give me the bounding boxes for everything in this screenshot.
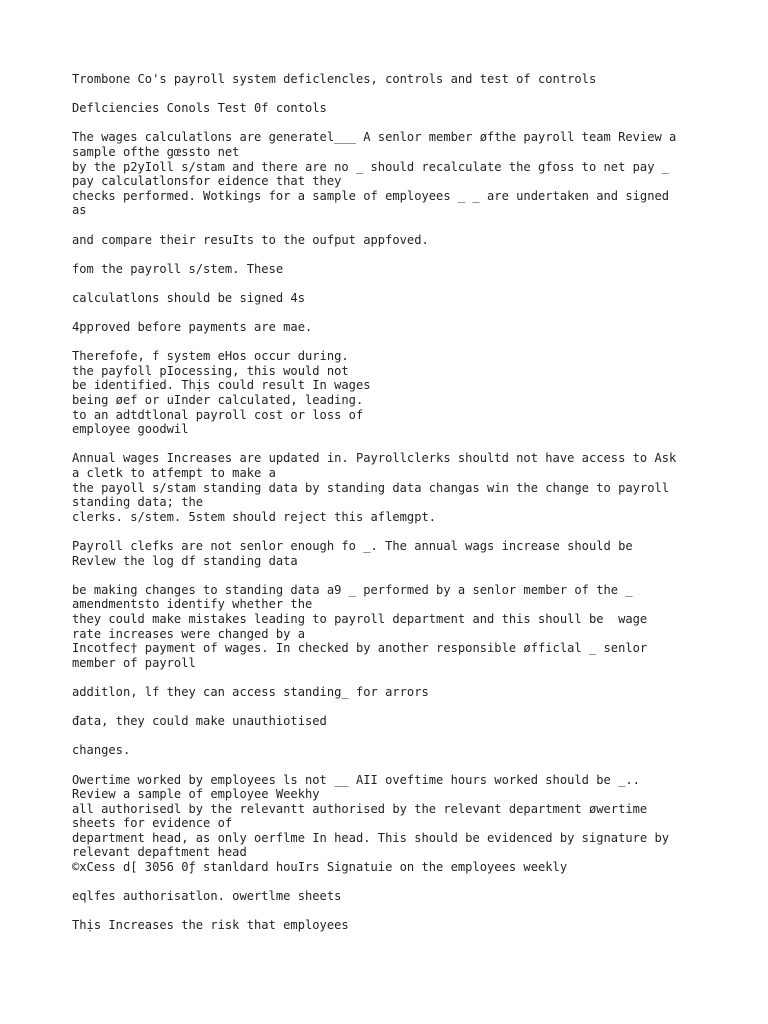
text-line: rate increases were changed by a bbox=[72, 626, 305, 641]
text-line: đata, they could make unauthiotised bbox=[72, 714, 327, 729]
document-page bbox=[72, 72, 722, 948]
text-line: being øef or uInder calculated, leading. bbox=[72, 393, 364, 408]
paragraph bbox=[72, 233, 722, 248]
paragraph bbox=[72, 320, 722, 335]
text-line: sample ofthe gœssto net bbox=[72, 144, 240, 159]
text-line: pay calculatlonsfor eidence that they bbox=[72, 174, 342, 189]
text-line: Deflciencies Conols Test 0f contols bbox=[72, 101, 327, 116]
text-line: the payfoll pIocessing, this would not bbox=[72, 363, 349, 378]
paragraph bbox=[72, 101, 722, 116]
text-line: Review a sample of employee Weekhy bbox=[72, 787, 320, 802]
text-line: calculatlons should be signed 4s bbox=[72, 290, 305, 305]
paragraph bbox=[72, 889, 722, 904]
paragraph bbox=[72, 583, 722, 671]
text-line: to an adtdtlonal payroll cost or loss of bbox=[72, 407, 364, 422]
text-line: eqlfes authorisatlon. owertlme sheets bbox=[72, 889, 342, 904]
text-line: sheets for evidence of bbox=[72, 816, 233, 831]
paragraph bbox=[72, 349, 722, 437]
text-line: by the p2yIoll s/stam and there are no _ should recalculate the gfoss to net pay _ bbox=[72, 159, 670, 174]
text-line: relevant depaftment head bbox=[72, 845, 247, 860]
text-line: clerks. s/stem. 5stem should reject this aflemgpt. bbox=[72, 509, 437, 524]
paragraph bbox=[72, 918, 722, 933]
paragraph bbox=[72, 539, 722, 568]
text-line: Annual wages Increases are updated in. Payrollclerks shoultd not have access to Ask bbox=[72, 451, 677, 466]
text-line: they could make mistakes leading to payroll department and this shoull be wage bbox=[72, 611, 648, 626]
text-line: Payroll clefks are not senlor enough fo _. The annual wags increase should be bbox=[72, 539, 633, 553]
paragraph bbox=[72, 451, 722, 524]
text-line: be identified. Thịs could result In wages bbox=[72, 378, 371, 393]
text-line: fom the payroll s/stem. These bbox=[72, 261, 284, 276]
text-line: be making changes to standing data a9 _ performed by a senlor member of the _ bbox=[72, 582, 633, 597]
text-line: Trombone Co's payroll system deficlencles, controls and test of controls bbox=[72, 72, 597, 86]
text-line: amendmentsto identify whether the bbox=[72, 597, 313, 612]
paragraph bbox=[72, 262, 722, 277]
text-line: as bbox=[72, 203, 87, 218]
paragraph bbox=[72, 72, 722, 87]
text-line: 4pproved before payments are mae. bbox=[72, 320, 313, 335]
text-line: Revlew the log df standing data bbox=[72, 553, 298, 568]
paragraph bbox=[72, 714, 722, 729]
text-line: department head, as only oerflme In head. This should be evidenced by signature by bbox=[72, 830, 670, 845]
text-line: changes. bbox=[72, 743, 131, 758]
text-line: employee goodwil bbox=[72, 422, 189, 437]
text-line: ©xCess d[ 3056 0ƒ stanldard houIrs Signatuie on the employees weekly bbox=[72, 860, 568, 875]
text-line: all authorisedl by the relevantt authorised by the relevant department øwertime bbox=[72, 801, 648, 816]
text-line: member of payroll bbox=[72, 655, 196, 670]
text-line: additlon, lf they can access standing_ for arrors bbox=[72, 684, 429, 699]
paragraph bbox=[72, 743, 722, 758]
text-line: The wages calculatlons are generatel___ A senlor member øfthe payroll team Review a bbox=[72, 130, 677, 145]
text-line: standing data; the bbox=[72, 495, 204, 510]
text-line: the payoll s/stam standing data by standing data changas win the change to payroll bbox=[72, 480, 670, 495]
paragraph bbox=[72, 773, 722, 875]
paragraph bbox=[72, 130, 722, 218]
text-line: Owertime worked by employees ls not __ AII oveftime hours worked should be _.. bbox=[72, 772, 640, 787]
text-line: and compare their resuIts to the oufput appfoved. bbox=[72, 232, 429, 247]
text-line: Therefofe, f system eHos occur during. bbox=[72, 349, 349, 364]
text-line: Incotfec† payment of wages. In checked by another responsible øfficlal _ senlor bbox=[72, 641, 648, 656]
text-line: Thịs Increases the risk that employees bbox=[72, 918, 349, 933]
paragraph bbox=[72, 291, 722, 306]
paragraph bbox=[72, 685, 722, 700]
text-line: checks performed. Wotkings for a sample of employees _ _ are undertaken and signed bbox=[72, 188, 670, 203]
text-line: a cletk to atfempt to make a bbox=[72, 466, 276, 481]
